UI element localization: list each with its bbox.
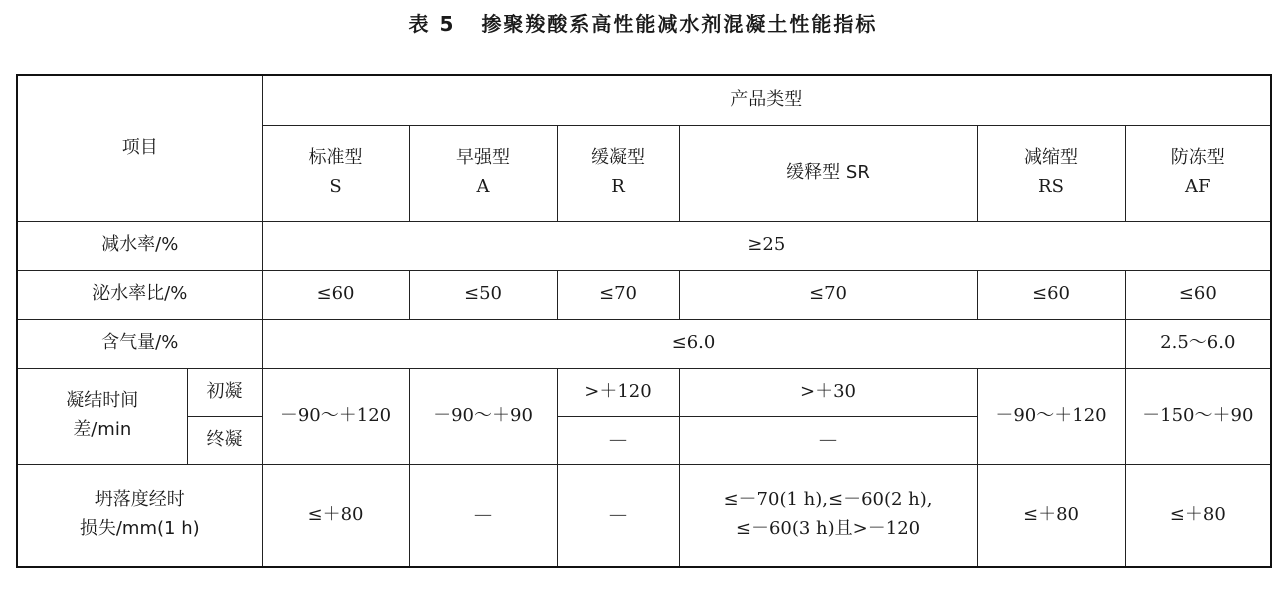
row-water-reduction (17, 221, 1271, 270)
setting-time-label-line1: 凝结时间 (66, 390, 139, 412)
air-content-value: ≤6.0 (262, 319, 1125, 368)
air-content-af: 2.5～6.0 (1125, 319, 1271, 368)
type-r-name: 缓凝型 (591, 147, 645, 169)
bleeding-r: ≤70 (557, 270, 679, 319)
setting-r-final: — (557, 416, 679, 464)
row-bleeding (17, 270, 1271, 319)
row-slump-loss (17, 464, 1271, 567)
type-af-code: AF (1185, 176, 1211, 197)
table-caption: 掺聚羧酸系高性能减水剂混凝土性能指标 (481, 12, 878, 36)
setting-sr-final: — (679, 416, 977, 464)
header-product-type: 产品类型 (262, 75, 1271, 125)
slump-s: ≤＋80 (262, 464, 409, 567)
bleeding-af: ≤60 (1125, 270, 1271, 319)
type-s-name: 标准型 (308, 147, 363, 169)
type-s-code: S (329, 176, 342, 197)
bleeding-a: ≤50 (409, 270, 557, 319)
bleeding-s: ≤60 (262, 270, 409, 319)
slump-sr (679, 464, 977, 567)
type-rs-code: RS (1038, 176, 1064, 197)
setting-sr-initial: >＋30 (679, 368, 977, 416)
row-setting-initial (17, 368, 1271, 416)
table-title (0, 8, 1286, 37)
slump-rs: ≤＋80 (977, 464, 1125, 567)
setting-s: －90～＋120 (262, 368, 409, 464)
bleeding-rs: ≤60 (977, 270, 1125, 319)
slump-loss-label (17, 464, 262, 567)
setting-time-label (17, 368, 187, 464)
type-r-code: R (611, 176, 625, 197)
type-af (1125, 125, 1271, 221)
initial-setting-label: 初凝 (187, 368, 262, 416)
slump-a: — (409, 464, 557, 567)
type-rs (977, 125, 1125, 221)
slump-loss-label-line2: 损失/mm(1 h) (79, 518, 200, 540)
header-row-group (17, 75, 1271, 125)
performance-table (16, 74, 1272, 568)
slump-r: — (557, 464, 679, 567)
type-s (262, 125, 409, 221)
type-r (557, 125, 679, 221)
type-rs-name: 减缩型 (1024, 147, 1078, 169)
setting-r-initial: >＋120 (557, 368, 679, 416)
type-sr (679, 125, 977, 221)
table-number: 表 5 (408, 12, 456, 36)
slump-loss-label-line1: 坍落度经时 (94, 489, 185, 511)
slump-sr-line1: ≤－70(1 h),≤－60(2 h), (723, 489, 933, 511)
setting-a: －90～＋90 (409, 368, 557, 464)
water-reduction-label: 减水率/% (17, 221, 262, 270)
bleeding-label: 泌水率比/% (17, 270, 262, 319)
type-a (409, 125, 557, 221)
type-af-name: 防冻型 (1170, 147, 1225, 169)
setting-af: －150～＋90 (1125, 368, 1271, 464)
header-item: 项目 (17, 75, 262, 221)
water-reduction-value: ≥25 (262, 221, 1271, 270)
type-a-code: A (476, 176, 490, 197)
setting-rs: －90～＋120 (977, 368, 1125, 464)
final-setting-label: 终凝 (187, 416, 262, 464)
type-sr-name: 缓释型 SR (786, 161, 870, 183)
setting-time-label-line2: 差/min (73, 419, 132, 440)
bleeding-sr: ≤70 (679, 270, 977, 319)
slump-af: ≤＋80 (1125, 464, 1271, 567)
type-a-name: 早强型 (456, 147, 510, 169)
air-content-label: 含气量/% (17, 319, 262, 368)
row-air-content (17, 319, 1271, 368)
slump-sr-line2: ≤－60(3 h)且>－120 (735, 518, 921, 540)
